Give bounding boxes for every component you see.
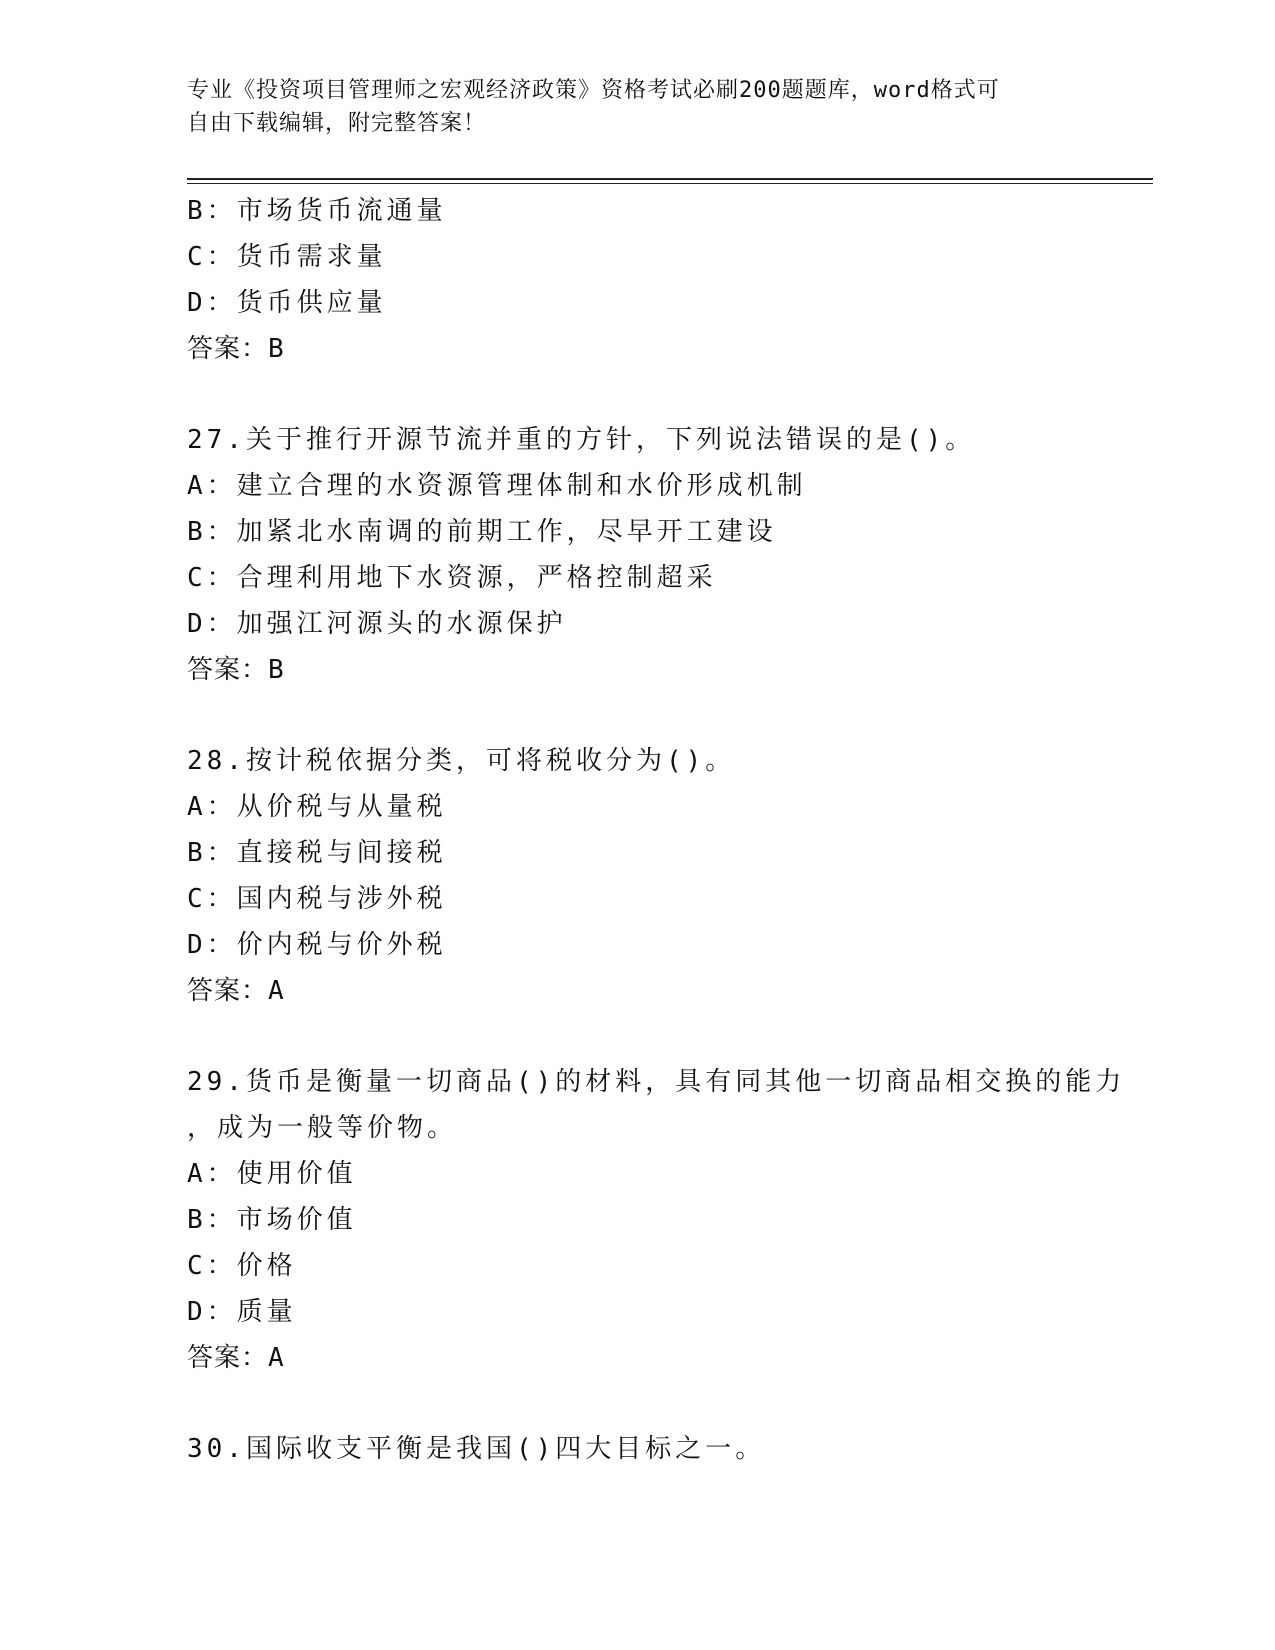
option-b: B：市场货币流通量 bbox=[187, 196, 447, 226]
question-27 bbox=[187, 417, 1087, 693]
answer: 答案：B bbox=[187, 334, 285, 364]
header-divider-thin bbox=[187, 183, 1153, 184]
question-stem: 30.国际收支平衡是我国()四大目标之一。 bbox=[187, 1434, 766, 1464]
header-divider-thick bbox=[187, 178, 1153, 180]
option-c: C：货币需求量 bbox=[187, 242, 387, 272]
question-26-continuation bbox=[187, 188, 1087, 372]
option-d: D：价内税与价外税 bbox=[187, 930, 447, 960]
question-list bbox=[187, 188, 1126, 1472]
option-c: C：价格 bbox=[187, 1251, 297, 1281]
question-stem-line-2: ，成为一般等价物。 bbox=[187, 1113, 458, 1143]
option-a: A：使用价值 bbox=[187, 1159, 357, 1189]
question-28 bbox=[187, 738, 1087, 1014]
option-c: C：合理利用地下水资源，严格控制超采 bbox=[187, 563, 717, 593]
answer: 答案：A bbox=[187, 1343, 285, 1373]
option-b: B：直接税与间接税 bbox=[187, 838, 447, 868]
question-stem: 28.按计税依据分类，可将税收分为()。 bbox=[187, 746, 736, 776]
question-stem: 27.关于推行开源节流并重的方针，下列说法错误的是()。 bbox=[187, 425, 976, 455]
answer: 答案：A bbox=[187, 976, 285, 1006]
header-line-2: 自由下载编辑，附完整答案！ bbox=[187, 111, 487, 136]
header-line-1: 专业《投资项目管理师之宏观经济政策》资格考试必刷200题题库，word格式可 bbox=[187, 78, 1000, 103]
option-a: A：建立合理的水资源管理体制和水价形成机制 bbox=[187, 471, 807, 501]
option-b: B：加紧北水南调的前期工作，尽早开工建设 bbox=[187, 517, 777, 547]
option-c: C：国内税与涉外税 bbox=[187, 884, 447, 914]
question-30 bbox=[187, 1426, 1087, 1472]
option-d: D：加强江河源头的水源保护 bbox=[187, 609, 567, 639]
option-d: D：质量 bbox=[187, 1297, 297, 1327]
question-29 bbox=[187, 1059, 1126, 1381]
option-b: B：市场价值 bbox=[187, 1205, 357, 1235]
question-stem-line-1: 29.货币是衡量一切商品()的材料，具有同其他一切商品相交换的能力 bbox=[187, 1067, 1126, 1097]
document-header bbox=[187, 74, 1067, 140]
option-d: D：货币供应量 bbox=[187, 288, 387, 318]
option-a: A：从价税与从量税 bbox=[187, 792, 447, 822]
answer: 答案：B bbox=[187, 655, 285, 685]
